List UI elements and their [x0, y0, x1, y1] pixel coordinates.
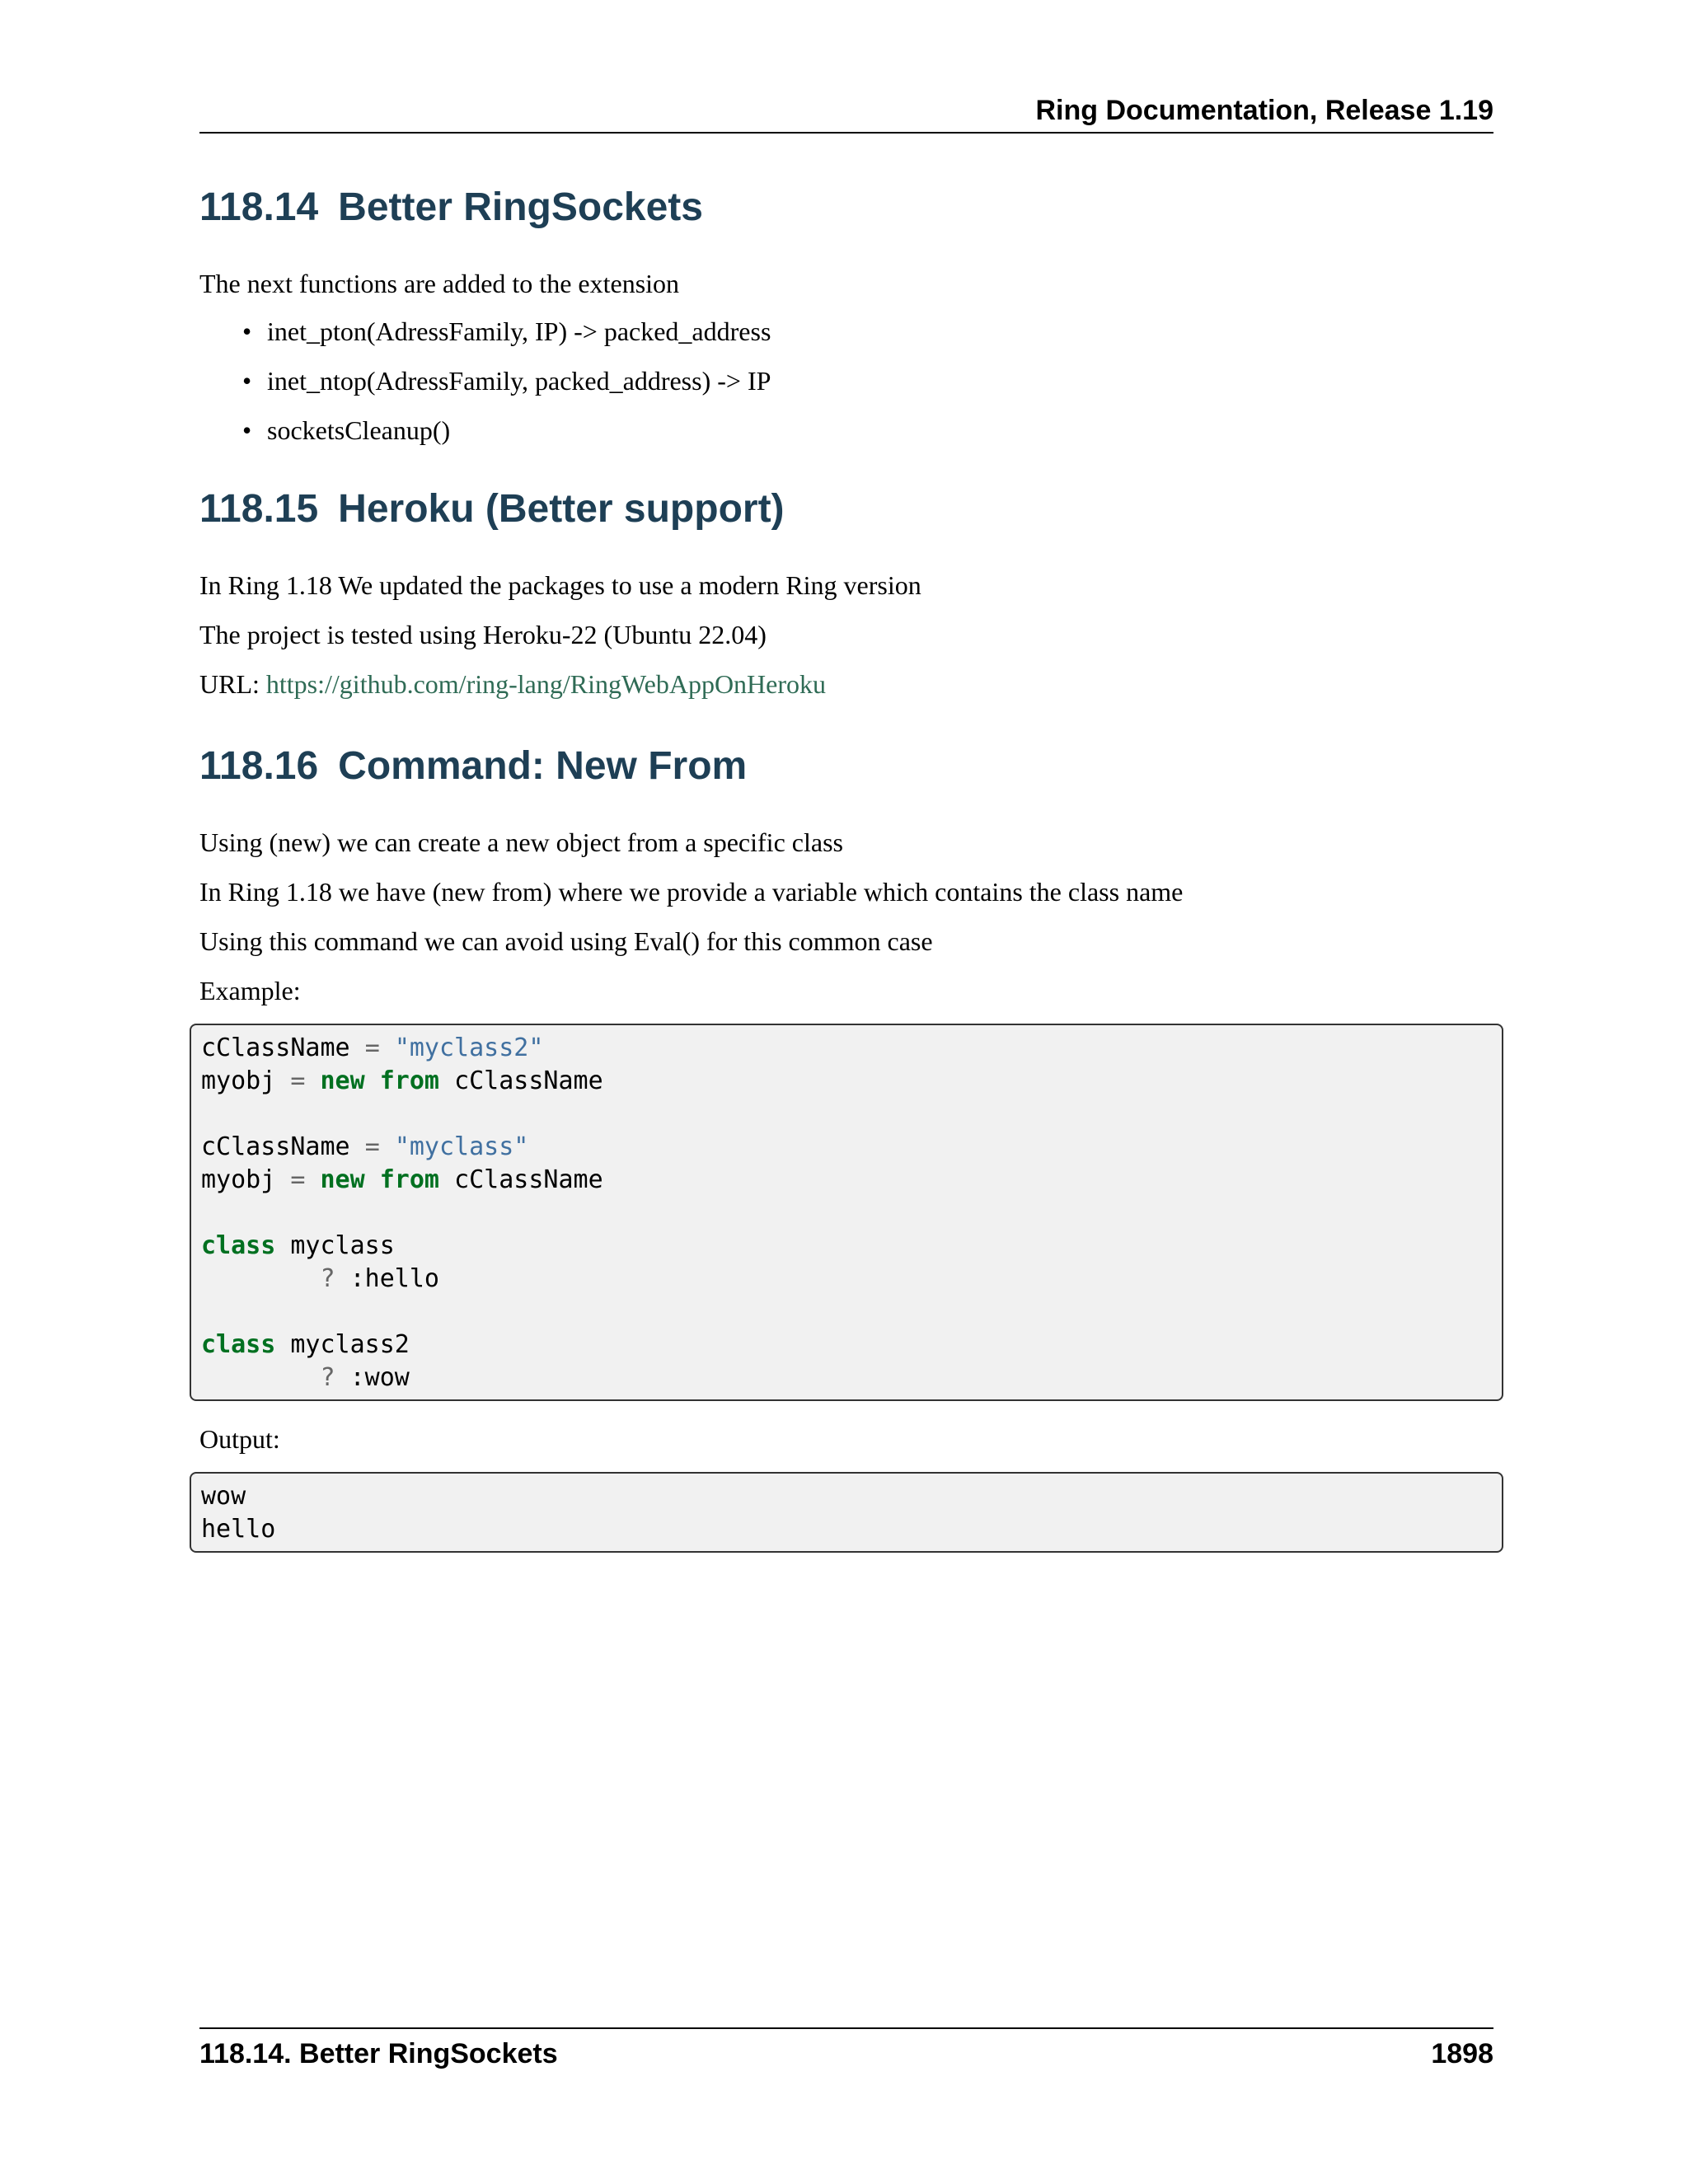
page-footer	[199, 2027, 1493, 2072]
paragraph: In Ring 1.18 We updated the packages to use a modern Ring version	[199, 570, 921, 600]
section-heading-118-14	[199, 181, 1493, 234]
paragraph: The project is tested using Heroku-22 (Ubuntu 22.04)	[199, 620, 767, 649]
footer-section: 118.14. Better RingSockets	[199, 2038, 558, 2069]
url-label: URL:	[199, 669, 266, 699]
section-title: Heroku (Better support)	[338, 487, 785, 531]
section-number: 118.16	[199, 744, 319, 788]
code-block: cClassName = "myclass2" myobj = new from cClassName cClassName = "myclass" myobj = new from cClassName class myclass ? :hello class myclass2 ? :wow	[190, 1024, 1503, 1401]
page-header	[199, 92, 1493, 134]
section-number: 118.15	[199, 487, 319, 531]
paragraph: Using this command we can avoid using Eval() for this common case	[199, 926, 933, 956]
section-title: Better RingSockets	[338, 185, 703, 229]
output-label: Output:	[199, 1424, 280, 1454]
function-list	[199, 315, 1493, 447]
document-title: Ring Documentation, Release 1.19	[1035, 95, 1493, 126]
section-heading-118-15	[199, 483, 1493, 536]
url-paragraph	[199, 668, 1493, 701]
section-title: Command: New From	[338, 744, 748, 788]
example-label: Example:	[199, 976, 301, 1005]
list-item: • inet_pton(AdressFamily, IP) -> packed_address	[267, 315, 1493, 348]
heroku-repo-link[interactable]: https://github.com/ring-lang/RingWebAppOnHeroku	[265, 669, 827, 699]
paragraph: In Ring 1.18 we have (new from) where we provide a variable which contains the class name	[199, 877, 1184, 907]
page-content	[199, 181, 1493, 1553]
page-number: 1898	[1431, 2038, 1493, 2069]
section-heading-118-16	[199, 740, 1493, 793]
output-block: wow hello	[190, 1472, 1503, 1553]
paragraph: The next functions are added to the extension	[199, 269, 680, 298]
paragraph: Using (new) we can create a new object from a specific class	[199, 827, 843, 857]
section-number: 118.14	[199, 185, 319, 229]
list-item: • socketsCleanup()	[267, 414, 1493, 447]
list-item: • inet_ntop(AdressFamily, packed_address) -> IP	[267, 364, 1493, 397]
